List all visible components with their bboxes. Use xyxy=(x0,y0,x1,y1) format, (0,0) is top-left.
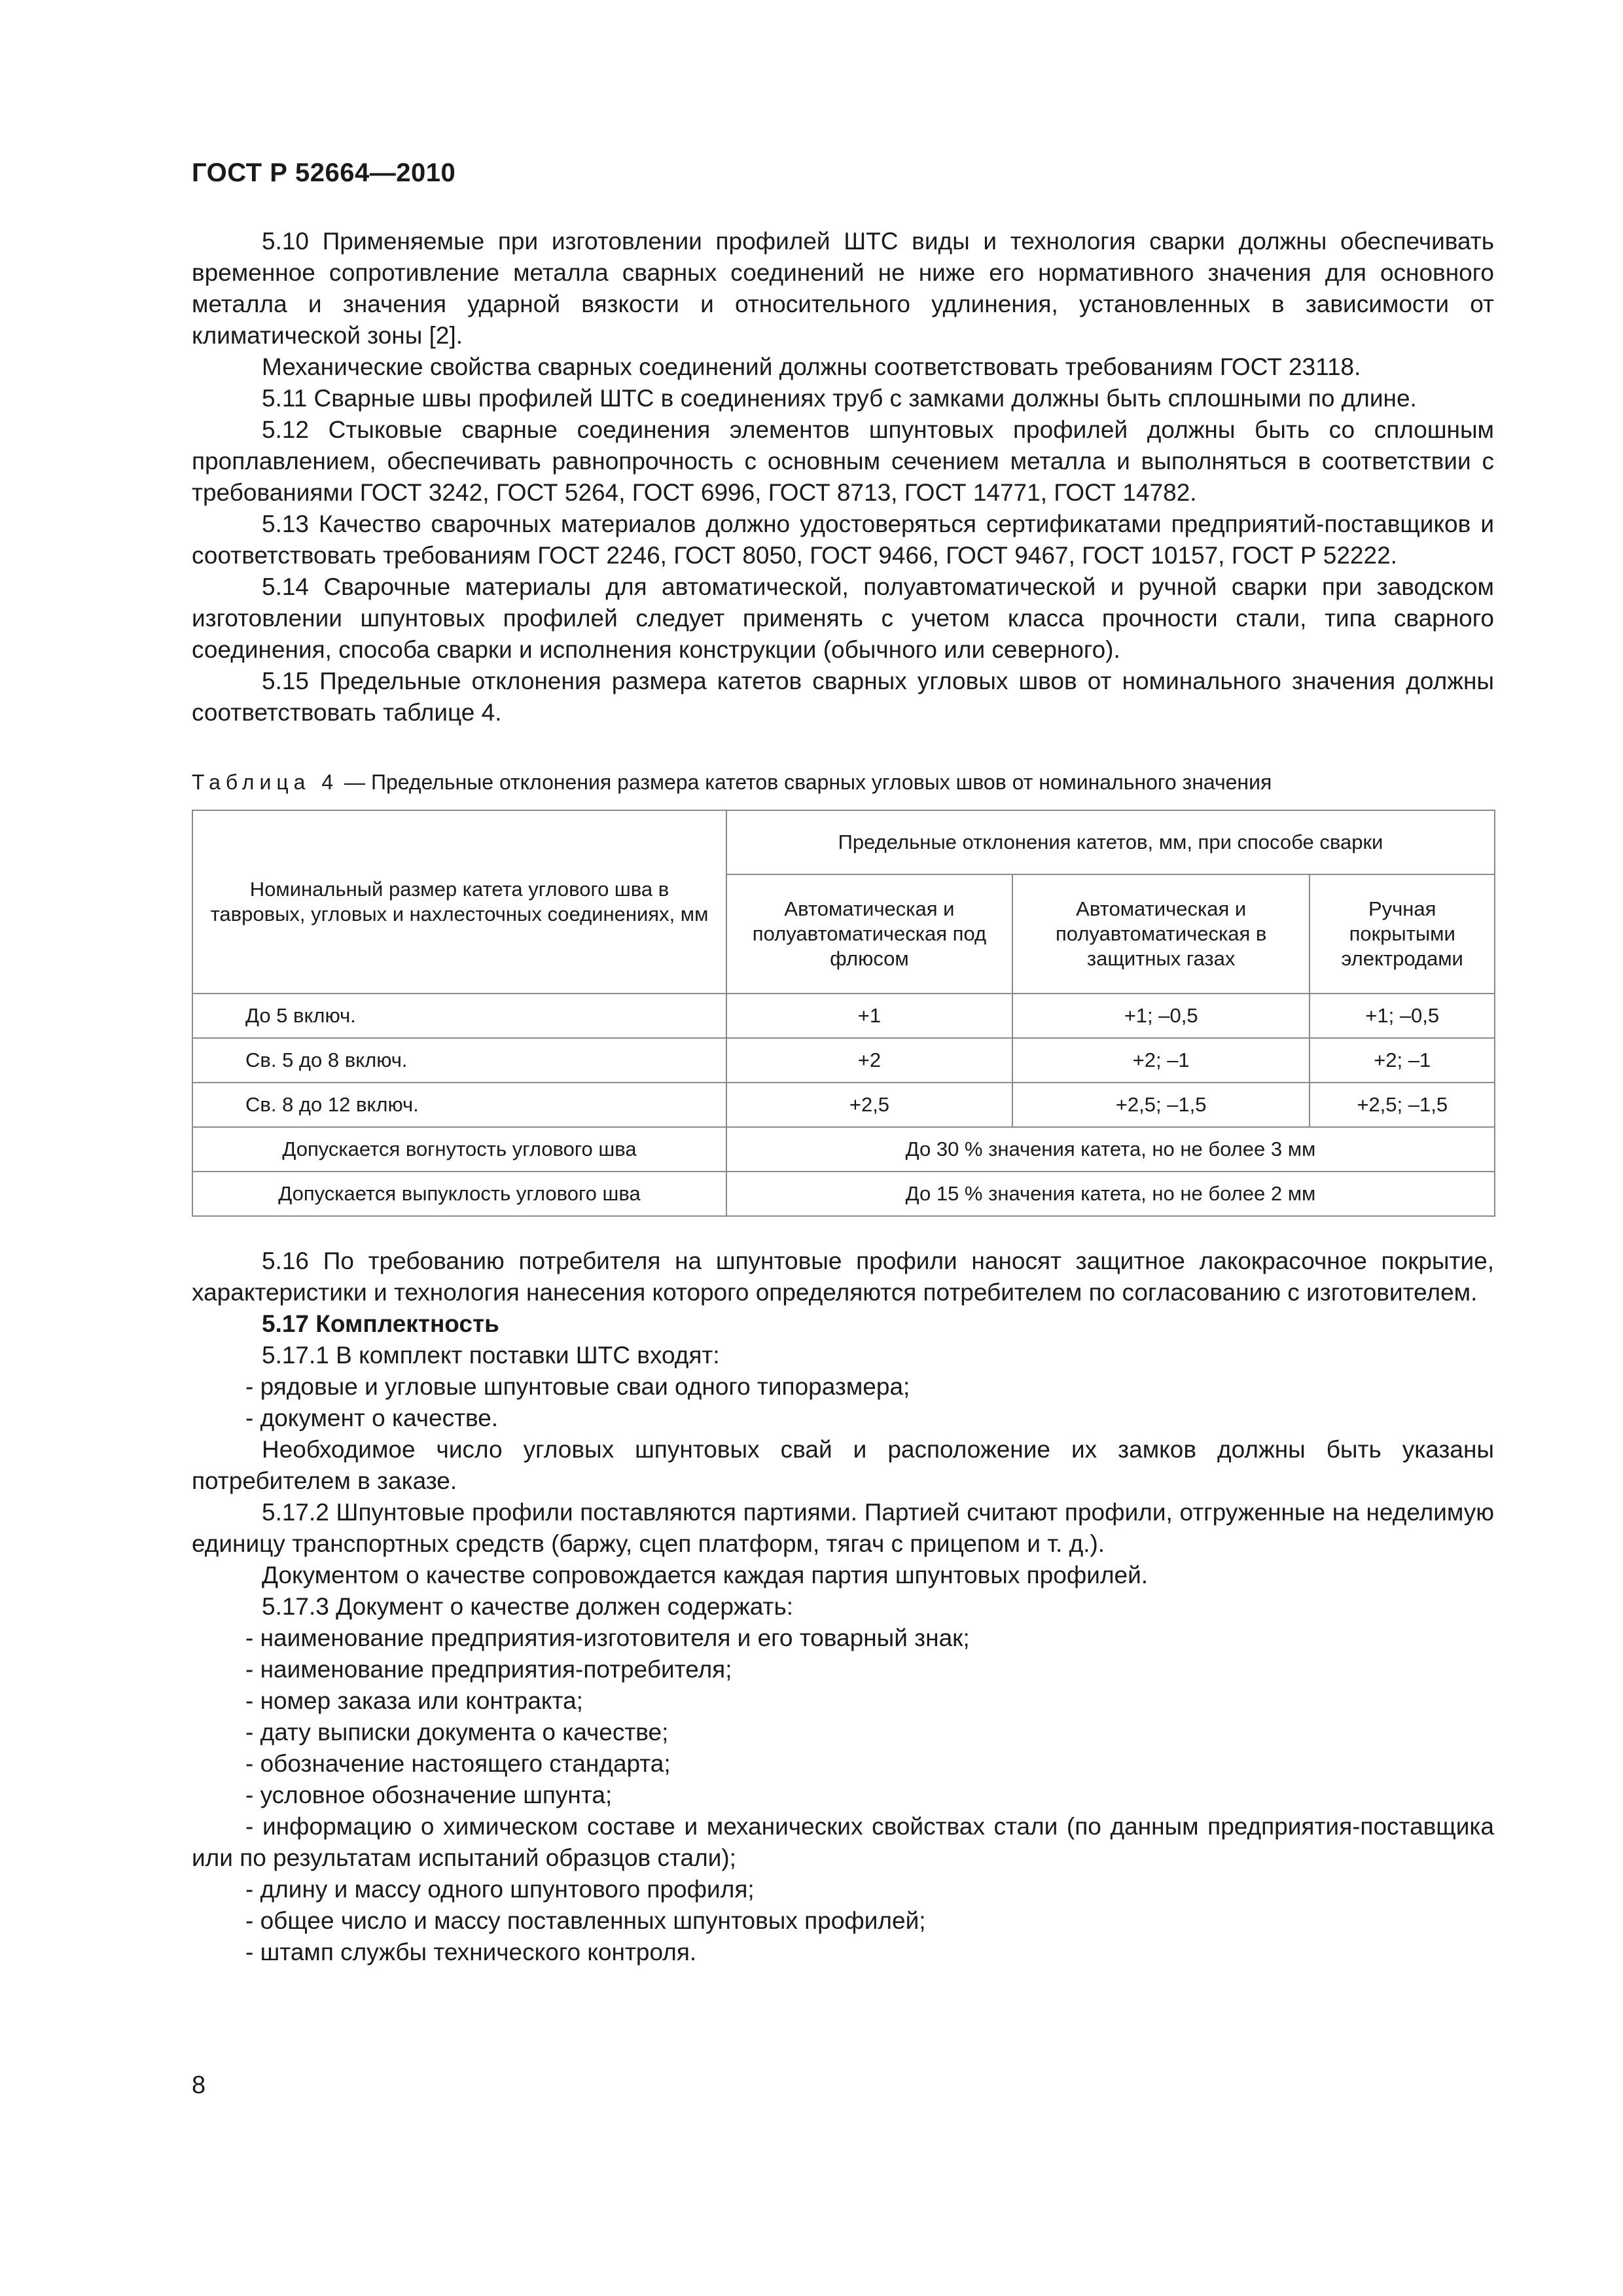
table-caption xyxy=(192,769,1494,795)
table-row-convexity xyxy=(192,1172,1495,1216)
list-item: - номер заказа или контракта; xyxy=(245,1687,583,1714)
cell-gas: +2,5; –1,5 xyxy=(1012,1083,1310,1127)
list-item: - дату выписки документа о качестве; xyxy=(245,1719,669,1746)
paragraph-quality-document: Документом о качестве сопровождается каждая партия шпунтовых профилей. xyxy=(262,1562,1149,1588)
table-row xyxy=(192,994,1495,1038)
header-auto-flux: Автоматическая и полуавтоматическая под флюсом xyxy=(726,874,1012,994)
cell-concavity-value: До 30 % значения катета, но не более 3 мм xyxy=(726,1127,1495,1172)
paragraph-5-17-3: 5.17.3 Документ о качестве должен содержать: xyxy=(262,1593,794,1620)
paragraph-5-10: 5.10 Применяемые при изготовлении профилей ШТС виды и технология сварки должны обеспечивать временное сопротивление металла сварных соединений не ниже его нормативного значения для основного металла и значения ударной вязкости и относительного удлинения, установленных в зависимости от климатической зоны [2]. xyxy=(192,228,1494,349)
table-row xyxy=(192,1083,1495,1127)
header-auto-gas: Автоматическая и полуавтоматическая в защитных газах xyxy=(1012,874,1310,994)
paragraph-corner-piles: Необходимое число угловых шпунтовых свай и расположение их замков должны быть указаны потребителем в заказе. xyxy=(192,1436,1494,1494)
list-item: - обозначение настоящего стандарта; xyxy=(245,1750,671,1777)
cell-manual: +1; –0,5 xyxy=(1310,994,1495,1038)
header-manual: Ручная покрытыми электродами xyxy=(1310,874,1495,994)
table-row-concavity xyxy=(192,1127,1495,1172)
paragraph-mechanical-properties: Механические свойства сварных соединений должны соответствовать требованиям ГОСТ 23118. xyxy=(262,353,1361,380)
paragraph-5-17-1: 5.17.1 В комплект поставки ШТС входят: xyxy=(262,1342,720,1369)
header-nominal-size: Номинальный размер катета углового шва в тавровых, угловых и нахлесточных соединениях, мм xyxy=(192,810,726,994)
list-item: - наименование предприятия-изготовителя и его товарный знак; xyxy=(245,1624,970,1651)
document-header: ГОСТ Р 52664—2010 xyxy=(192,158,456,187)
list-item: - условное обозначение шпунта; xyxy=(245,1782,613,1808)
cell-concavity-label: Допускается вогнутость углового шва xyxy=(192,1127,726,1172)
cell-flux: +1 xyxy=(726,994,1012,1038)
paragraph-5-16: 5.16 По требованию потребителя на шпунтовые профили наносят защитное лакокрасочное покрытие, характеристики и технология нанесения которого определяются потребителем по согласованию с изготовителем. xyxy=(192,1247,1494,1306)
table-caption-text: — Предельные отклонения размера катетов сварных угловых швов от номинального значения xyxy=(338,770,1272,794)
weld-leg-deviation-table xyxy=(192,810,1495,1217)
list-item: - штамп службы технического контроля. xyxy=(245,1939,697,1965)
table-row xyxy=(192,1038,1495,1083)
table-caption-label: Таблица 4 xyxy=(192,770,339,794)
list-item: - общее число и массу поставленных шпунтовых профилей; xyxy=(245,1907,926,1934)
paragraph-5-15: 5.15 Предельные отклонения размера катетов сварных угловых швов от номинального значения должны соответствовать таблице 4. xyxy=(192,668,1494,726)
list-item: - информацию о химическом составе и механических свойствах стали (по данным предприятия-поставщика или по результатам испытаний образцов стали); xyxy=(192,1813,1494,1871)
paragraph-5-13: 5.13 Качество сварочных материалов должно удостоверяться сертификатами предприятий-поставщиков и соответствовать требованиям ГОСТ 2246, ГОСТ 8050, ГОСТ 9466, ГОСТ 9467, ГОСТ 10157, ГОСТ Р 52222. xyxy=(192,511,1494,569)
table-header-row xyxy=(192,810,1495,874)
cell-manual: +2,5; –1,5 xyxy=(1310,1083,1495,1127)
paragraph-5-11: 5.11 Сварные швы профилей ШТС в соединениях труб с замками должны быть сплошными по длине. xyxy=(262,385,1417,412)
cell-gas: +2; –1 xyxy=(1012,1038,1310,1083)
cell-flux: +2,5 xyxy=(726,1083,1012,1127)
paragraph-5-17-2: 5.17.2 Шпунтовые профили поставляются партиями. Партией считают профили, отгруженные на неделимую единицу транспортных средств (баржу, сцеп платформ, тягач с прицепом и т. д.). xyxy=(192,1499,1494,1557)
cell-size: До 5 включ. xyxy=(192,994,726,1038)
list-item: - документ о качестве. xyxy=(245,1405,499,1431)
section-heading-5-17: 5.17 Комплектность xyxy=(262,1310,499,1337)
paragraph-5-14: 5.14 Сварочные материалы для автоматической, полуавтоматической и ручной сварки при заводском изготовлении шпунтовых профилей следует применять с учетом класса прочности стали, типа сварного соединения, способа сварки и исполнения конструкции (обычного или северного). xyxy=(192,573,1494,663)
cell-convexity-value: До 15 % значения катета, но не более 2 мм xyxy=(726,1172,1495,1216)
cell-gas: +1; –0,5 xyxy=(1012,994,1310,1038)
list-item: - рядовые и угловые шпунтовые сваи одного типоразмера; xyxy=(245,1373,910,1400)
cell-flux: +2 xyxy=(726,1038,1012,1083)
paragraph-5-12: 5.12 Стыковые сварные соединения элементов шпунтовых профилей должны быть со сплошным проплавлением, обеспечивать равнопрочность с основным сечением металла и выполняться в соответствии с требованиями ГОСТ 3242, ГОСТ 5264, ГОСТ 6996, ГОСТ 8713, ГОСТ 14771, ГОСТ 14782. xyxy=(192,416,1494,506)
header-deviation-group: Предельные отклонения катетов, мм, при способе сварки xyxy=(726,810,1495,874)
cell-size: Св. 8 до 12 включ. xyxy=(192,1083,726,1127)
cell-convexity-label: Допускается выпуклость углового шва xyxy=(192,1172,726,1216)
cell-manual: +2; –1 xyxy=(1310,1038,1495,1083)
cell-size: Св. 5 до 8 включ. xyxy=(192,1038,726,1083)
page-content xyxy=(192,226,1494,1968)
page-number: 8 xyxy=(192,2072,206,2099)
list-item: - наименование предприятия-потребителя; xyxy=(245,1656,732,1683)
list-item: - длину и массу одного шпунтового профиля; xyxy=(245,1876,755,1903)
